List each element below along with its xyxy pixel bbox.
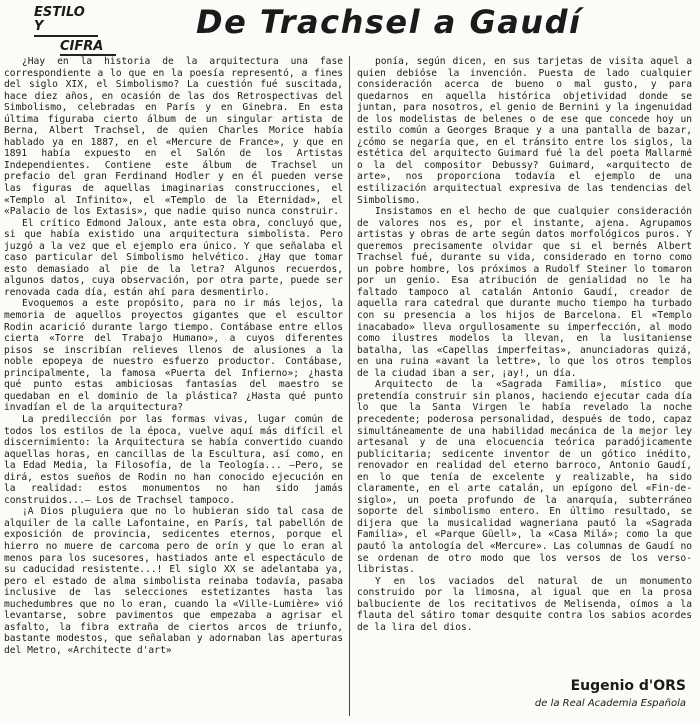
section-tag-line-2: CIFRA (60, 40, 116, 56)
paragraph: ¡A Dios pluguiera que no lo hubieran sido tal casa de alquiler de la calle Lafontaine, en París, tal pabellón de exposición de provincia, sedicentes eternos, porque el hierro no muere de carcoma pero de orín y que lo eran al menos para los sucesores, hastiados ante el espectáculo de su caducidad resistente...! El siglo XX se adelantaba ya, pero el estado de alma simbolista reinaba todavía, pasaba inclusive de las selecciones estetizantes hasta las muchedumbres que no lo eran, cuando la «Ville-Lumière» vió levantarse, sobre pavimentos que empezaba a agrisar el asfalto, la fibra extraña de ciertos arcos de triunfo, bastante modestos, que señalaban y adornaban las aperturas del Metro, «Architecte d'art» (4, 506, 343, 656)
paragraph: ponía, según dicen, en sus tarjetas de visita aquel a quien debióse la invención. Puesta de lado cualquier consideración acerca de bueno o mal gusto, y para quedarnos en aquella histórica objetividad donde se juntan, para nosotros, el genio de Bernini y la ingenuidad de los modelistas de belenes o de ese que concede hoy un estilo común a Georges Braque y a una pantalla de bazar, ¿cómo se negaría que, en el tránsito entre los siglos, la estética del arquitecto Guimard fué la del poeta Mallarmé o la del compositor Debussy? Guimard, «arquitecto de arte», nos proporciona todavía el ejemplo de una estilización arquitectual expresiva de las tendencias del Simbolismo. (357, 56, 693, 206)
author-signature (535, 678, 686, 711)
author-name: Eugenio d'ORS (570, 678, 686, 694)
paragraph: El crítico Edmond Jaloux, ante esta obra, concluyó que, si que había existido una arquitectura simbolista. Pero juzgó a la vez que el ejemplo era único. Y que señalaba el caso particular del Simbolismo helvético. ¿Hay que tomar esto demasiado al pie de la letra? Algunos recuerdos, algunos datos, cuya observación, por otra parte, puede ser renovada cada día, están ahí para desmentirlo. (4, 217, 343, 298)
author-affiliation: de la Real Academia Española (534, 698, 686, 709)
paragraph: Insistamos en el hecho de que cualquier consideración de valores nos es, por el instante, ajena. Agrupamos artistas y obras de arte según datos morfológicos puros. Y queremos precisamente olvidar que si el bernés Albert Trachsel fué, durante su vida, considerado en torno como un pobre hombre, los próximos a Rudolf Steiner lo tomaron por un genio. Esa atribución de genialidad no le ha faltado tampoco al catalán Antonio Gaudí, creador de aquella rara catedral que durante mucho tiempo ha turbado con su presencia a los hijos de Barcelona. El «Templo inacabado» lleva orgullosamente su imperfección, al modo como ilustres modelos la llevan, en la lusitaniense batalha, las «Capellas imperfeitas», anunciadoras quizá, en una ruina «avant la lettre», lo que los otros templos de la ciudad iban a ser, ¡ay!, un día. (357, 206, 693, 379)
right-column (357, 56, 692, 633)
paragraph: Y en los vaciados del natural de un monumento construido por la limosna, al igual que en la prosa balbuciente de los recitativos de Melisenda, oímos a la flauta del sátiro tomar desquite contra los sabios acordes de la lira del dios. (357, 575, 693, 633)
article-headline: De Trachsel a Gaudí (196, 3, 582, 41)
left-column (4, 56, 343, 656)
column-divider (349, 56, 350, 716)
paragraph: Evoquemos a este propósito, para no ir más lejos, la memoria de aquellos proyectos gigantes que el escultor Rodin acarició durante largo tiempo. Contábase entre ellos cierta «Torre del Trabajo Humano», a cuyos diferentes pisos se inscribían relieves llenos de alusiones a la noble epopeya de nuestro esfuerzo productor. Contábase, principalmente, la famosa «Puerta del Infierno»; ¿hasta qué punto estas ambiciosas fantasías del maestro se quedaban en el dominio de la plástica? ¿Hasta qué punto invadían el de la arquitectura? (4, 298, 343, 414)
section-tag (34, 6, 144, 56)
paragraph: Arquitecto de la «Sagrada Familia», místico que pretendía construir sin planos, haciendo ejecutar cada día lo que la Santa Virgen le había revelado la noche precedente; poderosa personalidad, después de todo, capaz simultáneamente de una habilidad mecánica de la mejor ley artesanal y de una elocuencia teórica paradójicamente publicitaria; sedicente inventor de un gótico inédito, renovador en realidad del eterno barroco, Antonio Gaudí, en lo que tenía de excelente y realizable, ha sido claramente, en el arte catalán, un epígono del «Fin-de-siglo», un poeta profundo de la anarquía, subterráneo soporte del simbolismo entero. En último resultado, se dijera que la musicalidad wagneriana pautó la «Sagrada Familia», el «Parque Güell», la «Casa Milá»; como la que pautó la antología del «Mercure». Las columnas de Gaudí no se ordenan de otro modo que los versos de los verso-libristas. (357, 379, 693, 576)
paragraph: La predilección por las formas vivas, lugar común de todos los estilos de la época, vuelve aquí más difícil el discernimiento: la Arquitectura se había convertido cuando aquellas horas, en cancillas de la Escultura, así como, en la Edad Media, la Filosofía, de la Teología... —Pero, se dirá, estos sueños de Rodin no han conocido ejecución en la realidad: estos monumentos no han sido jamás construidos...— Los de Trachsel tampoco. (4, 413, 343, 506)
section-tag-line-1: ESTILO Y (34, 6, 98, 37)
paragraph: ¿Hay en la historia de la arquitectura una fase correspondiente a lo que en la poesía representó, a fines del siglo XIX, el Simbolismo? La cuestión fué suscitada, hace diez años, en ocasión de las dos Retrospectivas del Simbolismo, celebradas en París y en Ginebra. En esta última figuraba cierto álbum de un singular artista de Berna, Albert Trachsel, de quien Charles Morice había hablado ya en 1887, en el «Mercure de France», y que en 1891 había expuesto en el Salón de los Artistas Independientes. Contiene este álbum de Trachsel un prefacio del gran Ferdinand Hodler y en él pueden verse las figuras de aquellas imaginarias construcciones, el «Templo al Infinito», el «Templo de la Eternidad», el «Palacio de los Extasis», que nadie quiso nunca construir. (4, 56, 343, 218)
